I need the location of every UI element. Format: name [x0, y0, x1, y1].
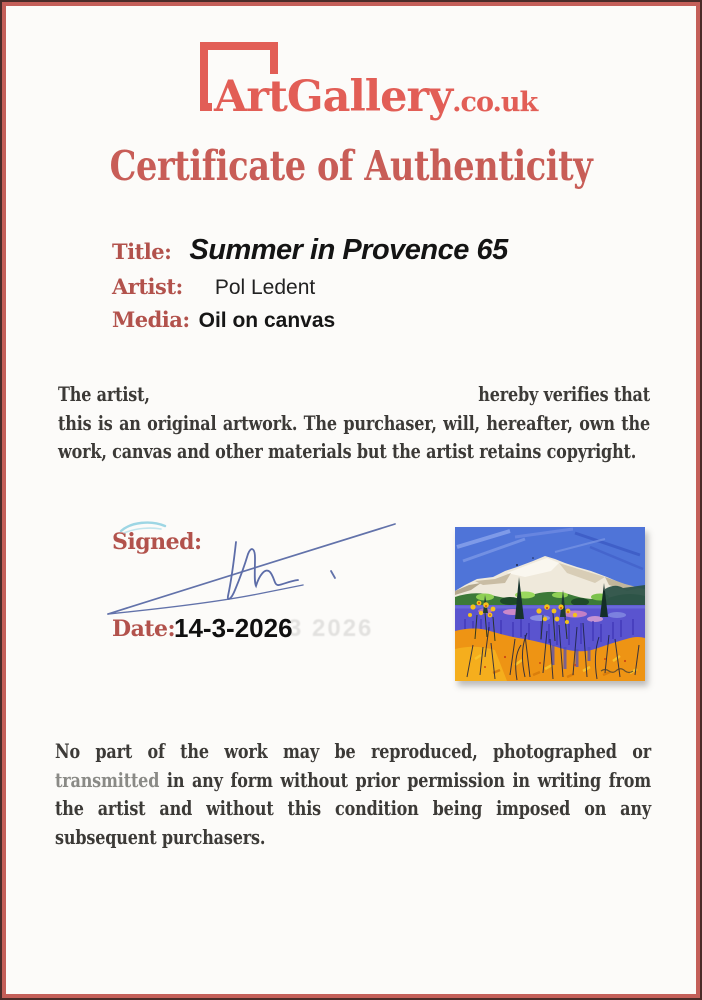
- date-label: Date:: [112, 616, 176, 642]
- signed-label: Signed:: [112, 529, 202, 555]
- declaration-body: this is an original artwork. The purchaser, will, hereafter, own the work, canvas and other materials but the artist retains copyright.: [58, 410, 650, 463]
- artwork-thumbnail: [455, 527, 645, 681]
- media-value: Oil on canvas: [198, 309, 336, 332]
- legal-text-end: in any form without prior permission in writing from the artist and without this condition being imposed on any subsequent purchasers.: [55, 767, 651, 849]
- artist-name-value: Pol Ledent: [214, 276, 316, 299]
- date-ghost-scan-artifact: 3 2026: [288, 615, 374, 642]
- date-value: 14-3-2026: [174, 613, 293, 643]
- artgallery-logo-text: [212, 74, 543, 121]
- legal-notice-paragraph: [55, 737, 651, 851]
- logo-domain-suffix: .co.uk: [452, 87, 538, 118]
- logo-brand-name: ArtGallery: [214, 72, 453, 122]
- legal-text-start: No part of the work may be reproduced, photographed or: [55, 739, 651, 763]
- declaration-artist-intro: The artist,: [58, 382, 150, 406]
- certificate-title: Certificate of Authenticity: [109, 142, 593, 190]
- title-row: [112, 234, 508, 267]
- artist-label: Artist:: [112, 274, 183, 299]
- declaration-verifies-text: hereby verifies that: [478, 382, 650, 406]
- declaration-first-line: [58, 380, 650, 409]
- media-label: Media:: [112, 307, 190, 332]
- artist-signature-ink: [88, 512, 400, 620]
- title-label: Title:: [112, 239, 172, 264]
- declaration-paragraph: [58, 380, 650, 466]
- artgallery-logo: [186, 38, 538, 128]
- artwork-title-value: Summer in Provence 65: [189, 234, 508, 266]
- artist-row: [112, 274, 508, 300]
- media-row: [112, 307, 508, 333]
- legal-faded-word: transmitted: [55, 767, 160, 792]
- artwork-details: [112, 234, 508, 340]
